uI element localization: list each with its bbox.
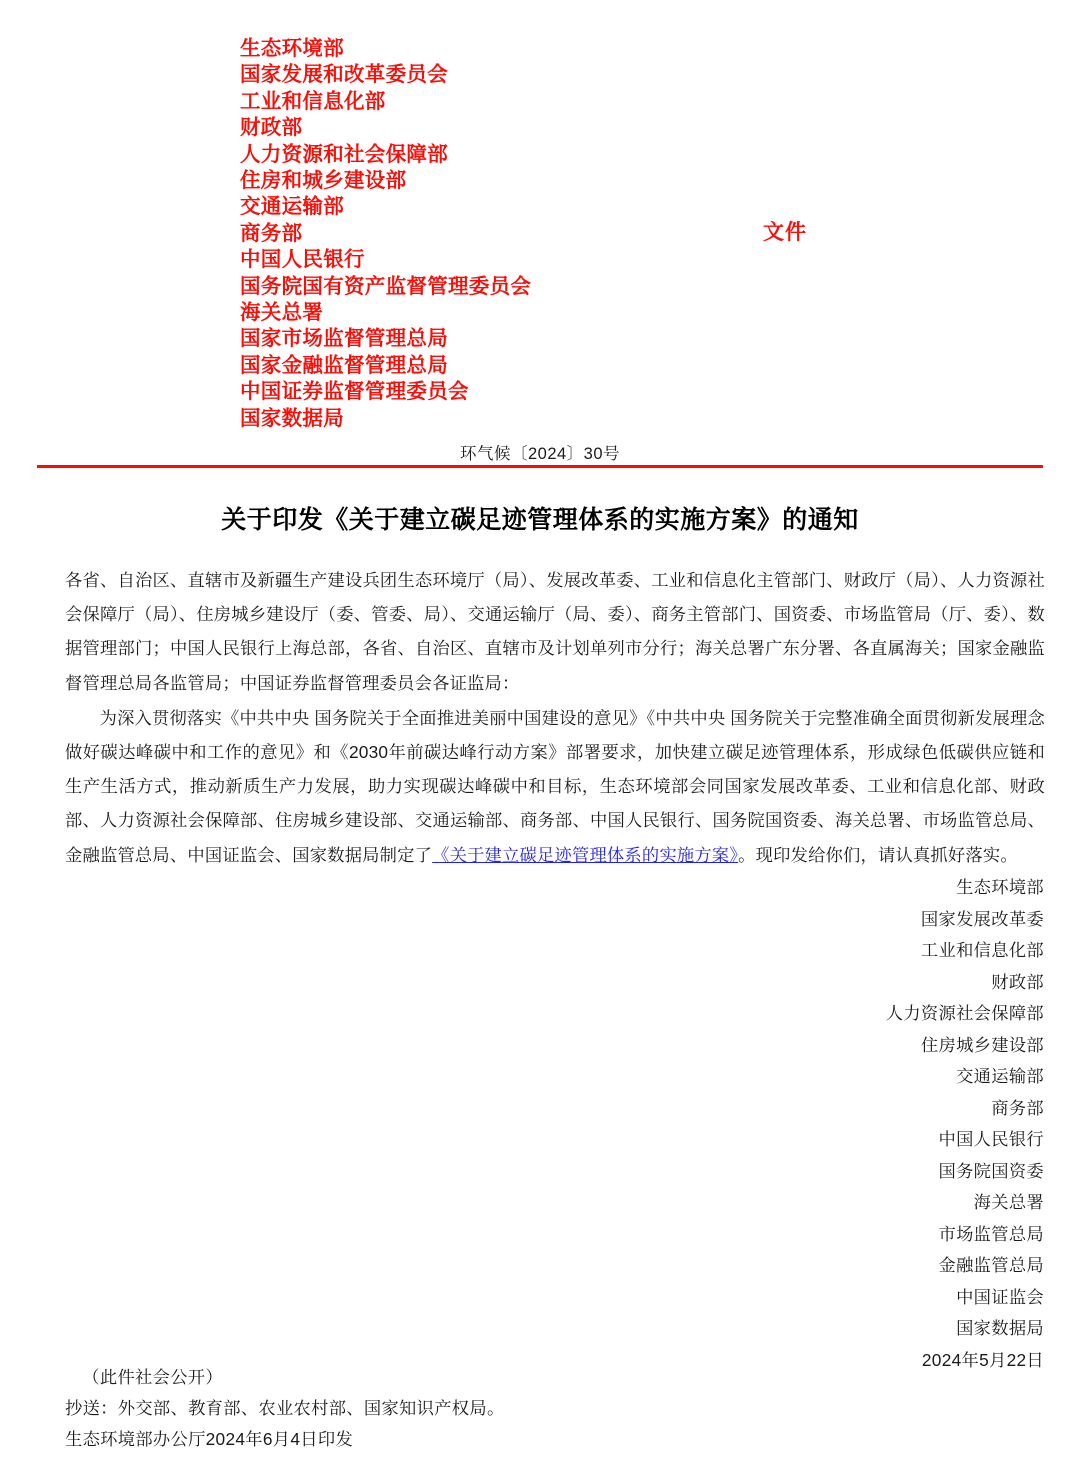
signature-agency-item: 住房城乡建设部	[920, 1034, 1044, 1055]
masthead-agency-item: 国务院国有资产监督管理委员会	[240, 274, 532, 298]
signature-agency-item: 工业和信息化部	[920, 940, 1044, 960]
masthead-agency-item: 中国人民银行	[240, 248, 365, 272]
public-disclosure-note: （此件社会公开）	[82, 1367, 223, 1387]
signature-agency-item: 中国人民银行	[938, 1129, 1044, 1149]
masthead-agency-item: 国家市场监督管理总局	[240, 327, 448, 351]
main-paragraph-text-before-link: 为深入贯彻落实《中共中央 国务院关于全面推进美丽中国建设的意见》《中共中央 国务院关于完整准确全面贯彻新发展理念做好碳达峰碳中和工作的意见》和《2030年前碳达峰行动方案》部署要求，加快建立碳足迹管理体系，形成绿色低碳供应链和生产生活方式，推动新质生产力发展，助力实现碳达峰碳中和目标，生态环境部会同国家发展改革委、工业和信息化部、财政部、人力资源社会保障部、住房城乡建设部、交通运输部、商务部、中国人民银行、国务院国资委、海关总署、市场监管总局、金融监管总局、中国证监会、国家数据局制定了	[65, 707, 1045, 865]
masthead-agency-item: 国家数据局	[240, 406, 344, 430]
masthead-agency-item: 海关总署	[240, 301, 324, 325]
signature-agency-item: 交通运输部	[956, 1066, 1044, 1086]
signature-date: 2024年5月22日	[921, 1349, 1044, 1370]
signature-agency-item: 国家发展改革委	[920, 908, 1044, 929]
masthead-agency-item: 工业和信息化部	[240, 89, 386, 113]
document-masthead	[0, 0, 1080, 430]
signature-agency-item: 市场监管总局	[938, 1223, 1044, 1244]
masthead-agency-item: 住房和城乡建设部	[240, 169, 407, 193]
signature-agency-item: 海关总署	[973, 1192, 1044, 1212]
masthead-agency-item: 国家金融监督管理总局	[240, 353, 448, 377]
masthead-document-word: 文件	[763, 221, 807, 244]
masthead-agency-item: 中国证券监督管理委员会	[240, 380, 469, 404]
masthead-agency-list	[240, 36, 760, 432]
signature-agency-item: 财政部	[991, 971, 1044, 992]
masthead-agency-item: 交通运输部	[240, 195, 344, 219]
masthead-agency-item: 国家发展和改革委员会	[240, 63, 448, 87]
signature-agency-item: 国家数据局	[956, 1318, 1044, 1338]
masthead-agency-item: 人力资源和社会保障部	[240, 142, 448, 166]
issuer-line: 生态环境部办公厅2024年6月4日印发	[65, 1429, 354, 1449]
document-footer	[65, 1362, 965, 1455]
implementation-plan-link[interactable]: 《关于建立碳足迹管理体系的实施方案》	[432, 844, 739, 865]
signature-agency-item: 生态环境部	[956, 877, 1044, 897]
main-paragraph-text-after-link: 。现印发给你们，请认真抓好落实。	[738, 844, 1018, 865]
main-paragraph	[65, 701, 1045, 872]
signature-agency-item: 商务部	[991, 1097, 1044, 1118]
cc-recipients: 抄送：外交部、教育部、农业农村部、国家知识产权局。	[65, 1398, 505, 1418]
red-separator-rule	[37, 465, 1043, 468]
signature-agency-item: 金融监管总局	[938, 1255, 1044, 1275]
signature-agency-item: 人力资源社会保障部	[885, 1003, 1044, 1023]
masthead-agency-item: 财政部	[240, 116, 303, 140]
signature-block	[624, 872, 1044, 1376]
signature-agency-item: 国务院国资委	[938, 1160, 1044, 1181]
page-title: 关于印发《关于建立碳足迹管理体系的实施方案》的通知	[221, 506, 859, 534]
signature-agency-item: 中国证监会	[956, 1286, 1044, 1307]
masthead-agency-item: 商务部	[240, 221, 303, 245]
document-body	[65, 563, 1045, 872]
addressee-paragraph: 各省、自治区、直辖市及新疆生产建设兵团生态环境厅（局）、发展改革委、工业和信息化主管部门、财政厅（局）、人力资源社会保障厅（局）、住房城乡建设厅（委、管委、局）、交通运输厅（局、委）、商务主管部门、国资委、市场监管局（厅、委）、数据管理部门；中国人民银行上海总部，各省、自治区、直辖市及计划单列市分行；海关总署广东分署、各直属海关；国家金融监督管理总局各监管局；中国证券监督管理委员会各证监局：	[65, 570, 1045, 693]
masthead-agency-item: 生态环境部	[240, 37, 344, 60]
document-number: 环气候〔2024〕30号	[459, 445, 621, 463]
